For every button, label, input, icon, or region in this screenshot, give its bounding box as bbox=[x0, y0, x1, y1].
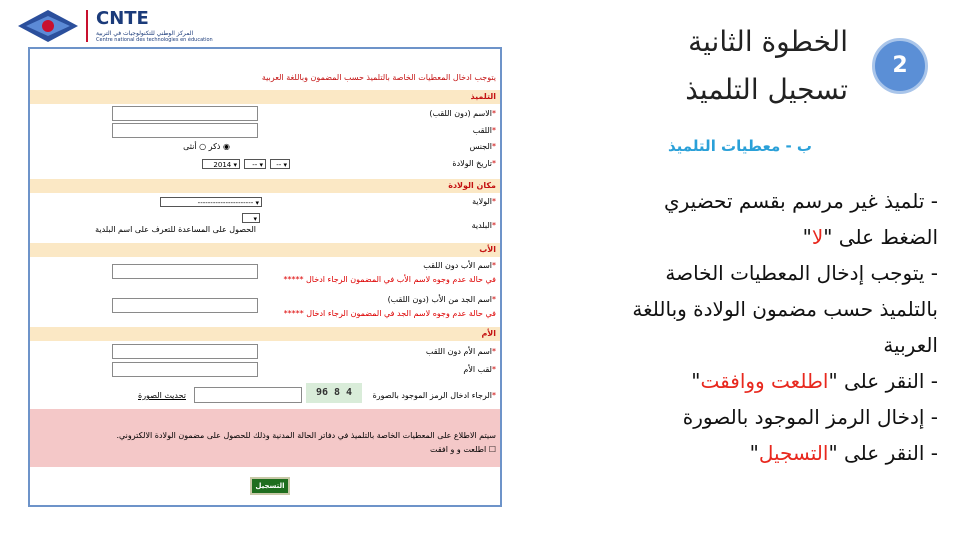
grandfather-label: *اسم الجد من الأب (دون اللقب) bbox=[387, 295, 496, 304]
birthdate-label: *تاريخ الولادة bbox=[452, 159, 496, 168]
municipality-help-link[interactable]: الحصول على المساعدة للتعرف على اسم البلدية bbox=[95, 225, 256, 234]
captcha-row bbox=[30, 383, 500, 407]
bullet-4: - إدخال الرمز الموجود بالصورة bbox=[682, 405, 938, 429]
gender-label: *الجنس bbox=[469, 142, 496, 151]
gender-options bbox=[183, 142, 230, 151]
mother-last-label: *لقب الأم bbox=[463, 365, 496, 374]
birth-day-select[interactable]: ▾ -- bbox=[270, 159, 290, 169]
logo-divider bbox=[86, 10, 88, 42]
agree-label[interactable]: اطلعت و و افقت bbox=[430, 445, 487, 454]
father-name-label: *اسم الأب دون اللقب bbox=[423, 261, 496, 270]
grandfather-hint: في حالة عدم وجوه لاسم الجد في المضمون الرجاء ادخال ***** bbox=[283, 309, 496, 318]
bullet-3: - النقر على "اطلعت ووافقت" bbox=[691, 369, 938, 393]
state-row bbox=[30, 197, 500, 209]
bullet-1-cont: الضغط على "لا" bbox=[802, 225, 938, 249]
grandfather-row bbox=[30, 295, 500, 325]
section-student: التلميذ bbox=[30, 90, 500, 104]
instructions-list bbox=[498, 183, 938, 471]
last-name-row bbox=[30, 123, 500, 139]
logo-french-name: Centre national des technologies en éducation bbox=[96, 37, 213, 43]
gender-male-radio[interactable]: ◉ ذكر bbox=[208, 142, 230, 151]
municipality-row bbox=[30, 213, 500, 241]
birthdate-row bbox=[30, 159, 500, 171]
birth-month-select[interactable]: ▾ -- bbox=[244, 159, 266, 169]
municipality-select[interactable]: ▾ bbox=[242, 213, 260, 223]
birth-year-select[interactable]: ▾ 2014 bbox=[202, 159, 240, 169]
section-subtitle: ب - معطيات التلميذ bbox=[667, 137, 812, 155]
captcha-image: 96 8 4 bbox=[306, 383, 362, 403]
agree-checkbox[interactable]: ☐ bbox=[488, 445, 496, 454]
logo-brand: CNTE bbox=[96, 8, 149, 29]
state-label: *الولاية bbox=[472, 197, 496, 206]
agree-checkbox-row[interactable] bbox=[430, 445, 496, 454]
submit-button[interactable]: التسجيل bbox=[250, 477, 290, 495]
form-intro: يتوجب ادخال المعطيات الخاصة بالتلميذ حسب المضمون وباللغة العربية bbox=[261, 73, 496, 82]
bullet-2-end: العربية bbox=[883, 333, 938, 357]
student-registration-form bbox=[28, 47, 502, 507]
cnte-emblem-icon bbox=[16, 8, 80, 44]
slide-title bbox=[685, 18, 848, 114]
section-father: الأب bbox=[30, 243, 500, 257]
state-select[interactable]: ▾ ---------------------- bbox=[160, 197, 262, 207]
section-birthplace: مكان الولادة bbox=[30, 179, 500, 193]
first-name-label: *الاسم (دون اللقب) bbox=[429, 109, 496, 118]
gender-female-radio[interactable]: ○ أنثى bbox=[183, 142, 207, 151]
father-name-input[interactable] bbox=[112, 264, 258, 279]
first-name-row bbox=[30, 106, 500, 122]
father-row bbox=[30, 261, 500, 291]
bullet-5: - النقر على "التسجيل" bbox=[749, 441, 938, 465]
captcha-refresh-link[interactable]: تحديث الصورة bbox=[138, 391, 186, 400]
cnte-logo bbox=[16, 6, 236, 46]
municipality-label: *البلدية bbox=[471, 221, 496, 230]
bullet-2: - يتوجب إدخال المعطيات الخاصة bbox=[665, 261, 938, 285]
gender-row bbox=[30, 142, 500, 154]
mother-last-input[interactable] bbox=[112, 362, 258, 377]
mother-name-row bbox=[30, 344, 500, 360]
title-line-1: الخطوة الثانية bbox=[688, 25, 848, 58]
captcha-label: *الرجاء ادخال الرمز الموجود بالصورة bbox=[372, 391, 496, 400]
step-number-badge: 2 bbox=[872, 38, 928, 94]
bullet-1: - تلميذ غير مرسم بقسم تحضيري bbox=[663, 189, 938, 213]
grandfather-input[interactable] bbox=[112, 298, 258, 313]
logo-arabic-name: المركز الوطني للتكنولوجيات في التربية bbox=[96, 30, 194, 37]
last-name-input[interactable] bbox=[112, 123, 258, 138]
mother-last-row bbox=[30, 362, 500, 378]
father-hint: في حالة عدم وجوه لاسم الأب في المضمون الرجاء ادخال ***** bbox=[283, 275, 496, 284]
captcha-input[interactable] bbox=[194, 387, 302, 403]
bullet-2-cont: بالتلميذ حسب مضمون الولادة وباللغة bbox=[632, 297, 938, 321]
mother-name-input[interactable] bbox=[112, 344, 258, 359]
title-line-2: تسجيل التلميذ bbox=[685, 73, 848, 106]
notice-text: سيتم الاطلاع على المعطيات الخاصة بالتلميذ في دفاتر الحالة المدنية وذلك للحصول على مضمون الولادة الالكتروني. bbox=[116, 431, 496, 440]
first-name-input[interactable] bbox=[112, 106, 258, 121]
section-mother: الأم bbox=[30, 327, 500, 341]
mother-name-label: *اسم الأم دون اللقب bbox=[425, 347, 496, 356]
notice-box bbox=[30, 409, 500, 467]
last-name-label: *اللقب bbox=[472, 126, 496, 135]
